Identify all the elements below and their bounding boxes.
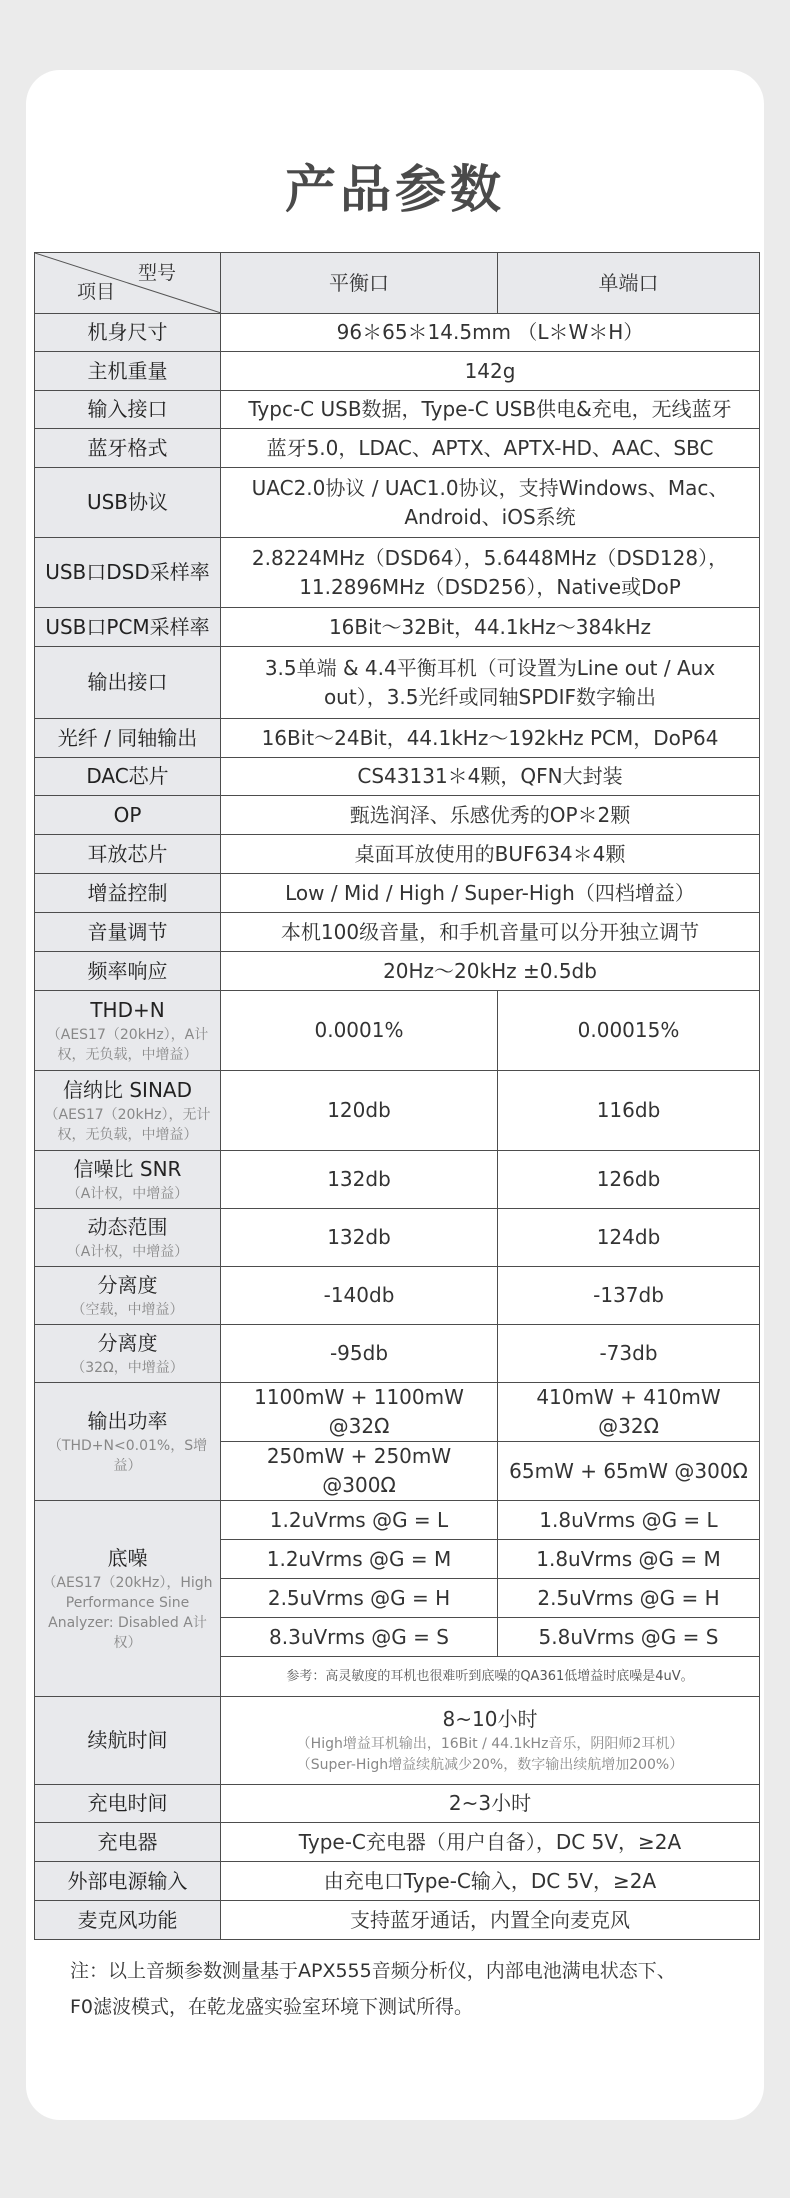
row-label	[35, 1383, 221, 1501]
row-label: 续航时间	[35, 1697, 221, 1785]
value-single-ended: 126db	[498, 1151, 760, 1209]
value-balanced: 0.0001%	[221, 991, 498, 1071]
value-single-ended: -137db	[498, 1267, 760, 1325]
table-row	[35, 991, 760, 1071]
table-row	[35, 1267, 760, 1325]
value-balanced: -140db	[221, 1267, 498, 1325]
table-row	[35, 538, 760, 608]
row-value: 由充电口Type-C输入，DC 5V，≥2A	[221, 1862, 760, 1901]
value-single-ended: 65mW + 65mW @300Ω	[498, 1442, 760, 1501]
label-main: 信纳比 SINAD	[63, 1078, 192, 1102]
table-row	[35, 913, 760, 952]
battery-value: 8~10小时	[442, 1707, 538, 1731]
table-row	[35, 608, 760, 647]
label-condition: （AES17（20kHz），无计权，无负载，中增益）	[44, 1107, 211, 1143]
value-balanced: 120db	[221, 1071, 498, 1151]
value-single-ended: 410mW + 410mW @32Ω	[498, 1383, 760, 1442]
row-value: 20Hz～20kHz ±0.5db	[221, 952, 760, 991]
spec-table	[34, 252, 760, 1940]
value-line: UAC2.0协议 / UAC1.0协议，支持Windows、Mac、	[251, 475, 729, 500]
table-row	[35, 647, 760, 719]
row-label: 机身尺寸	[35, 314, 221, 352]
label-main: 动态范围	[87, 1215, 168, 1239]
label-main: 输出功率	[87, 1409, 168, 1433]
header-balanced: 平衡口	[221, 253, 498, 314]
table-row	[35, 719, 760, 758]
header-single-ended: 单端口	[498, 253, 760, 314]
row-label: 音量调节	[35, 913, 221, 952]
value-balanced: -95db	[221, 1325, 498, 1383]
row-value: 本机100级音量，和手机音量可以分开独立调节	[221, 913, 760, 952]
table-row	[35, 1901, 760, 1940]
table-row	[35, 796, 760, 835]
label-condition: （AES17（20kHz），High Performance Sine Analyzer: Disabled A计权）	[42, 1575, 213, 1651]
row-value: Typc-C USB数据，Type-C USB供电&充电，无线蓝牙	[221, 391, 760, 429]
label-main: 分离度	[97, 1331, 158, 1355]
footnote-line: F0滤波模式，在乾龙盛实验室环境下测试所得。	[70, 1996, 474, 2018]
value-line: 11.2896MHz（DSD256），Native或DoP	[299, 574, 681, 599]
table-row	[35, 952, 760, 991]
row-value	[221, 538, 760, 608]
diagonal-divider	[35, 253, 221, 313]
value-line: 2.8224MHz（DSD64），5.6448MHz（DSD128），	[251, 545, 729, 570]
page-title: 产品参数	[284, 161, 505, 220]
table-row	[35, 429, 760, 468]
footnote-line: 注：以上音频参数测量基于APX555音频分析仪，内部电池满电状态下、	[70, 1960, 676, 1982]
label-condition: （THD+N<0.01%，S增益）	[47, 1438, 208, 1474]
row-value	[221, 468, 760, 538]
row-label: 麦克风功能	[35, 1901, 221, 1940]
row-label: 耳放芯片	[35, 835, 221, 874]
value-balanced: 2.5uVrms @G = H	[221, 1579, 498, 1618]
row-label: USB口PCM采样率	[35, 608, 221, 647]
row-value	[221, 1697, 760, 1785]
table-row	[35, 391, 760, 429]
label-main: 信噪比 SNR	[73, 1157, 182, 1181]
row-label	[35, 1501, 221, 1697]
row-label: 增益控制	[35, 874, 221, 913]
value-single-ended: 124db	[498, 1209, 760, 1267]
battery-note: （Super-High增益续航减少20%，数字输出续航增加200%）	[296, 1757, 684, 1773]
value-balanced: 8.3uVrms @G = S	[221, 1618, 498, 1657]
table-row	[35, 1383, 760, 1442]
row-value: 蓝牙5.0，LDAC、APTX、APTX-HD、AAC、SBC	[221, 429, 760, 468]
value-single-ended: 5.8uVrms @G = S	[498, 1618, 760, 1657]
row-label: 外部电源输入	[35, 1862, 221, 1901]
row-label: 频率响应	[35, 952, 221, 991]
battery-note: （High增益耳机输出，16Bit / 44.1kHz音乐，阴阳师2耳机）	[296, 1736, 684, 1752]
row-label: 主机重量	[35, 352, 221, 391]
table-row	[35, 1151, 760, 1209]
row-label	[35, 1325, 221, 1383]
row-label	[35, 1071, 221, 1151]
value-balanced: 1.2uVrms @G = L	[221, 1501, 498, 1540]
value-line: out），3.5光纤或同轴SPDIF数字输出	[323, 684, 657, 709]
row-label: 充电器	[35, 1823, 221, 1862]
row-value: 甄选润泽、乐感优秀的OP＊2颗	[221, 796, 760, 835]
value-single-ended: -73db	[498, 1325, 760, 1383]
row-label: 输出接口	[35, 647, 221, 719]
table-header-row	[35, 253, 760, 314]
table-row	[35, 1071, 760, 1151]
row-value	[221, 647, 760, 719]
table-row	[35, 874, 760, 913]
row-value: Type-C充电器（用户自备），DC 5V，≥2A	[221, 1823, 760, 1862]
value-single-ended: 1.8uVrms @G = L	[498, 1501, 760, 1540]
row-value: 16Bit～32Bit，44.1kHz～384kHz	[221, 608, 760, 647]
row-value: 2~3小时	[221, 1785, 760, 1823]
table-row	[35, 1862, 760, 1901]
label-main: 分离度	[97, 1273, 158, 1297]
row-value: 96＊65＊14.5mm （L＊W＊H）	[221, 314, 760, 352]
row-label	[35, 1267, 221, 1325]
label-main: THD+N	[90, 998, 165, 1022]
row-label: 输入接口	[35, 391, 221, 429]
noise-reference-note: 参考：高灵敏度的耳机也很难听到底噪的QA361低增益时底噪是4uV。	[221, 1657, 760, 1697]
row-label: DAC芯片	[35, 758, 221, 796]
value-single-ended: 116db	[498, 1071, 760, 1151]
row-label: 充电时间	[35, 1785, 221, 1823]
value-single-ended: 2.5uVrms @G = H	[498, 1579, 760, 1618]
table-row	[35, 314, 760, 352]
row-label	[35, 1209, 221, 1267]
table-row	[35, 1209, 760, 1267]
table-row	[35, 1785, 760, 1823]
table-row	[35, 1823, 760, 1862]
value-single-ended: 0.00015%	[498, 991, 760, 1071]
value-balanced: 132db	[221, 1209, 498, 1267]
value-balanced: 1.2uVrms @G = M	[221, 1540, 498, 1579]
row-value: 16Bit～24Bit，44.1kHz～192kHz PCM，DoP64	[221, 719, 760, 758]
table-row	[35, 352, 760, 391]
value-single-ended: 1.8uVrms @G = M	[498, 1540, 760, 1579]
row-value: 142g	[221, 352, 760, 391]
table-row	[35, 1325, 760, 1383]
table-row	[35, 1697, 760, 1785]
table-row	[35, 468, 760, 538]
value-balanced: 1100mW + 1100mW @32Ω	[221, 1383, 498, 1442]
row-value: 桌面耳放使用的BUF634＊4颗	[221, 835, 760, 874]
footnote	[70, 1953, 750, 2025]
row-label	[35, 1151, 221, 1209]
header-model-label: 型号	[137, 262, 176, 284]
label-condition: （AES17（20kHz），A计权，无负载，中增益）	[46, 1027, 209, 1063]
label-main: 底噪	[107, 1546, 148, 1570]
row-value: 支持蓝牙通话，内置全向麦克风	[221, 1901, 760, 1940]
row-label: OP	[35, 796, 221, 835]
header-corner	[35, 253, 221, 314]
row-label: 光纤 / 同轴输出	[35, 719, 221, 758]
table-row	[35, 835, 760, 874]
label-condition: （A计权，中增益）	[66, 1186, 189, 1202]
label-condition: （32Ω，中增益）	[71, 1360, 184, 1376]
value-balanced: 250mW + 250mW @300Ω	[221, 1442, 498, 1501]
label-condition: （空载，中增益）	[71, 1302, 184, 1318]
row-label: USB口DSD采样率	[35, 538, 221, 608]
value-line: 3.5单端 & 4.4平衡耳机（可设置为Line out / Aux	[264, 655, 716, 680]
row-value: Low / Mid / High / Super-High（四档增益）	[221, 874, 760, 913]
table-row	[35, 1501, 760, 1540]
value-balanced: 132db	[221, 1151, 498, 1209]
header-item-label: 项目	[77, 281, 116, 303]
label-condition: （A计权，中增益）	[66, 1244, 189, 1260]
row-label: USB协议	[35, 468, 221, 538]
row-value: CS43131＊4颗，QFN大封装	[221, 758, 760, 796]
row-label: 蓝牙格式	[35, 429, 221, 468]
row-label	[35, 991, 221, 1071]
table-row	[35, 758, 760, 796]
value-line: Android、iOS系统	[404, 504, 576, 529]
